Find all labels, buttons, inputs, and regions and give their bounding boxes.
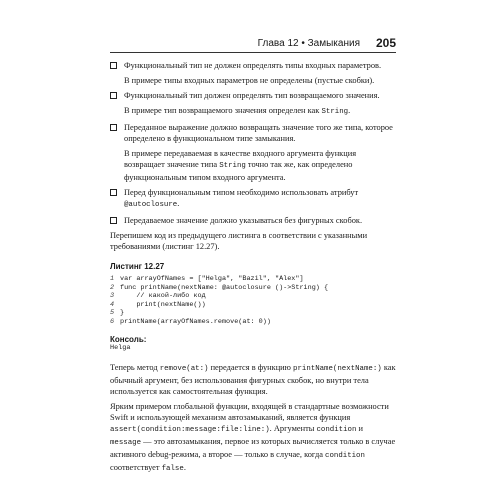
inline-code: @autoclosure — [124, 201, 178, 209]
paragraph-text: Ярким примером глобальной функции, входящей в стандартные возможности Swift и использующей механизм автозамыканий, является функция — [110, 401, 389, 422]
list-item — [110, 90, 396, 118]
paragraph-text: Теперь метод — [110, 362, 160, 372]
list-item — [110, 60, 396, 86]
requirements-list — [110, 60, 396, 226]
code-text: } — [120, 309, 125, 318]
inline-code: condition — [325, 451, 365, 460]
item-text: . — [177, 199, 180, 208]
code-text: var arrayOfNames = ["Helga", "Bazil", "Alex"] — [120, 275, 304, 283]
console-output: Helga — [110, 343, 131, 352]
list-item-note: В примере типы входных параметров не определены (пустые скобки). — [124, 76, 375, 85]
list-item — [110, 215, 396, 226]
paragraph-text: — это автозамыкания, первое из которых вычисляется только в случае активного debug-режима, а второе — только в случае, когда — [110, 436, 396, 459]
list-item-text: Функциональный тип должен определять тип возвращаемого значения. — [124, 91, 380, 100]
code-line — [110, 301, 396, 310]
list-item-note — [124, 105, 396, 118]
code-text: print(nextName()) — [120, 300, 206, 309]
code-listing — [110, 275, 396, 327]
code-text: // какой-либо код — [120, 292, 206, 301]
paragraph-remove-method — [110, 362, 396, 397]
list-item-note — [124, 148, 396, 183]
code-line — [110, 292, 396, 301]
running-header — [110, 36, 396, 50]
item-text: Перед функциональным типом необходимо использовать атрибут — [124, 188, 359, 197]
list-item — [110, 122, 396, 183]
code-text: printName(arrayOfNames.remove(at: 0)) — [120, 317, 271, 326]
paragraph-text: соответствует — [110, 462, 162, 472]
inline-code: String — [219, 162, 246, 170]
chapter-title: Глава 12 • Замыкания — [257, 38, 360, 49]
line-number: 4 — [110, 300, 115, 309]
note-text: . — [348, 106, 351, 115]
checkbox-bullet-icon — [110, 62, 117, 69]
intro-paragraph: Перепишем код из предыдущего листинга в соответствии с указанными требованиями (листинг 12.27). — [110, 231, 368, 251]
paragraph-text: передается в функцию — [208, 362, 294, 372]
console-title: Консоль: — [110, 334, 147, 344]
line-number: 1 — [110, 275, 115, 283]
code-line — [110, 309, 396, 318]
paragraph-text: и — [356, 423, 363, 433]
page-number: 205 — [375, 36, 396, 50]
page-body — [110, 60, 396, 475]
header-rule — [110, 52, 396, 53]
inline-code: printName(nextName:) — [293, 364, 382, 373]
paragraph-assert-example — [110, 401, 396, 475]
inline-code: assert(condition:message:file:line:) — [110, 425, 270, 434]
paragraph-text: . Аргументы — [269, 423, 317, 433]
list-item-text: Функциональный тип не должен определять типы входных параметров. — [124, 61, 382, 70]
code-text: func printName(nextName: @autoclosure ()->String) { — [120, 283, 329, 292]
line-number: 6 — [110, 317, 115, 326]
list-item-text — [124, 187, 396, 211]
code-line — [110, 318, 396, 327]
paragraph-text: . — [183, 462, 186, 472]
list-item — [110, 187, 396, 211]
inline-code: message — [110, 438, 142, 447]
listing-title: Листинг 12.27 — [110, 262, 165, 271]
note-text: точно так же, как определено функциональным типом входного аргумента. — [124, 160, 353, 182]
inline-code: condition — [316, 425, 357, 434]
line-number: 3 — [110, 292, 115, 301]
checkbox-bullet-icon — [110, 92, 117, 99]
checkbox-bullet-icon — [110, 217, 117, 224]
code-line — [110, 275, 396, 284]
line-number: 2 — [110, 283, 115, 292]
paragraph-text: как обычный аргумент, без использования фигурных скобок, но внутри тела используется как самостоятельная функция. — [110, 362, 396, 396]
inline-code: remove(at:) — [159, 364, 209, 373]
line-number: 5 — [110, 309, 115, 318]
list-item-text: Передаваемое значение должно указываться без фигурных скобок. — [124, 216, 363, 225]
note-text: В примере передаваемая в качестве входного аргумента функция возвращает значение типа — [124, 149, 357, 169]
inline-code: String — [321, 108, 349, 116]
checkbox-bullet-icon — [110, 124, 117, 131]
inline-code: false — [161, 464, 184, 473]
checkbox-bullet-icon — [110, 189, 117, 196]
code-line — [110, 284, 396, 293]
list-item-text: Переданное выражение должно возвращать значение того же типа, которое определено в функциональном типе замыкания. — [124, 123, 393, 143]
note-text: В примере тип возвращаемого значения определен как — [124, 106, 322, 115]
